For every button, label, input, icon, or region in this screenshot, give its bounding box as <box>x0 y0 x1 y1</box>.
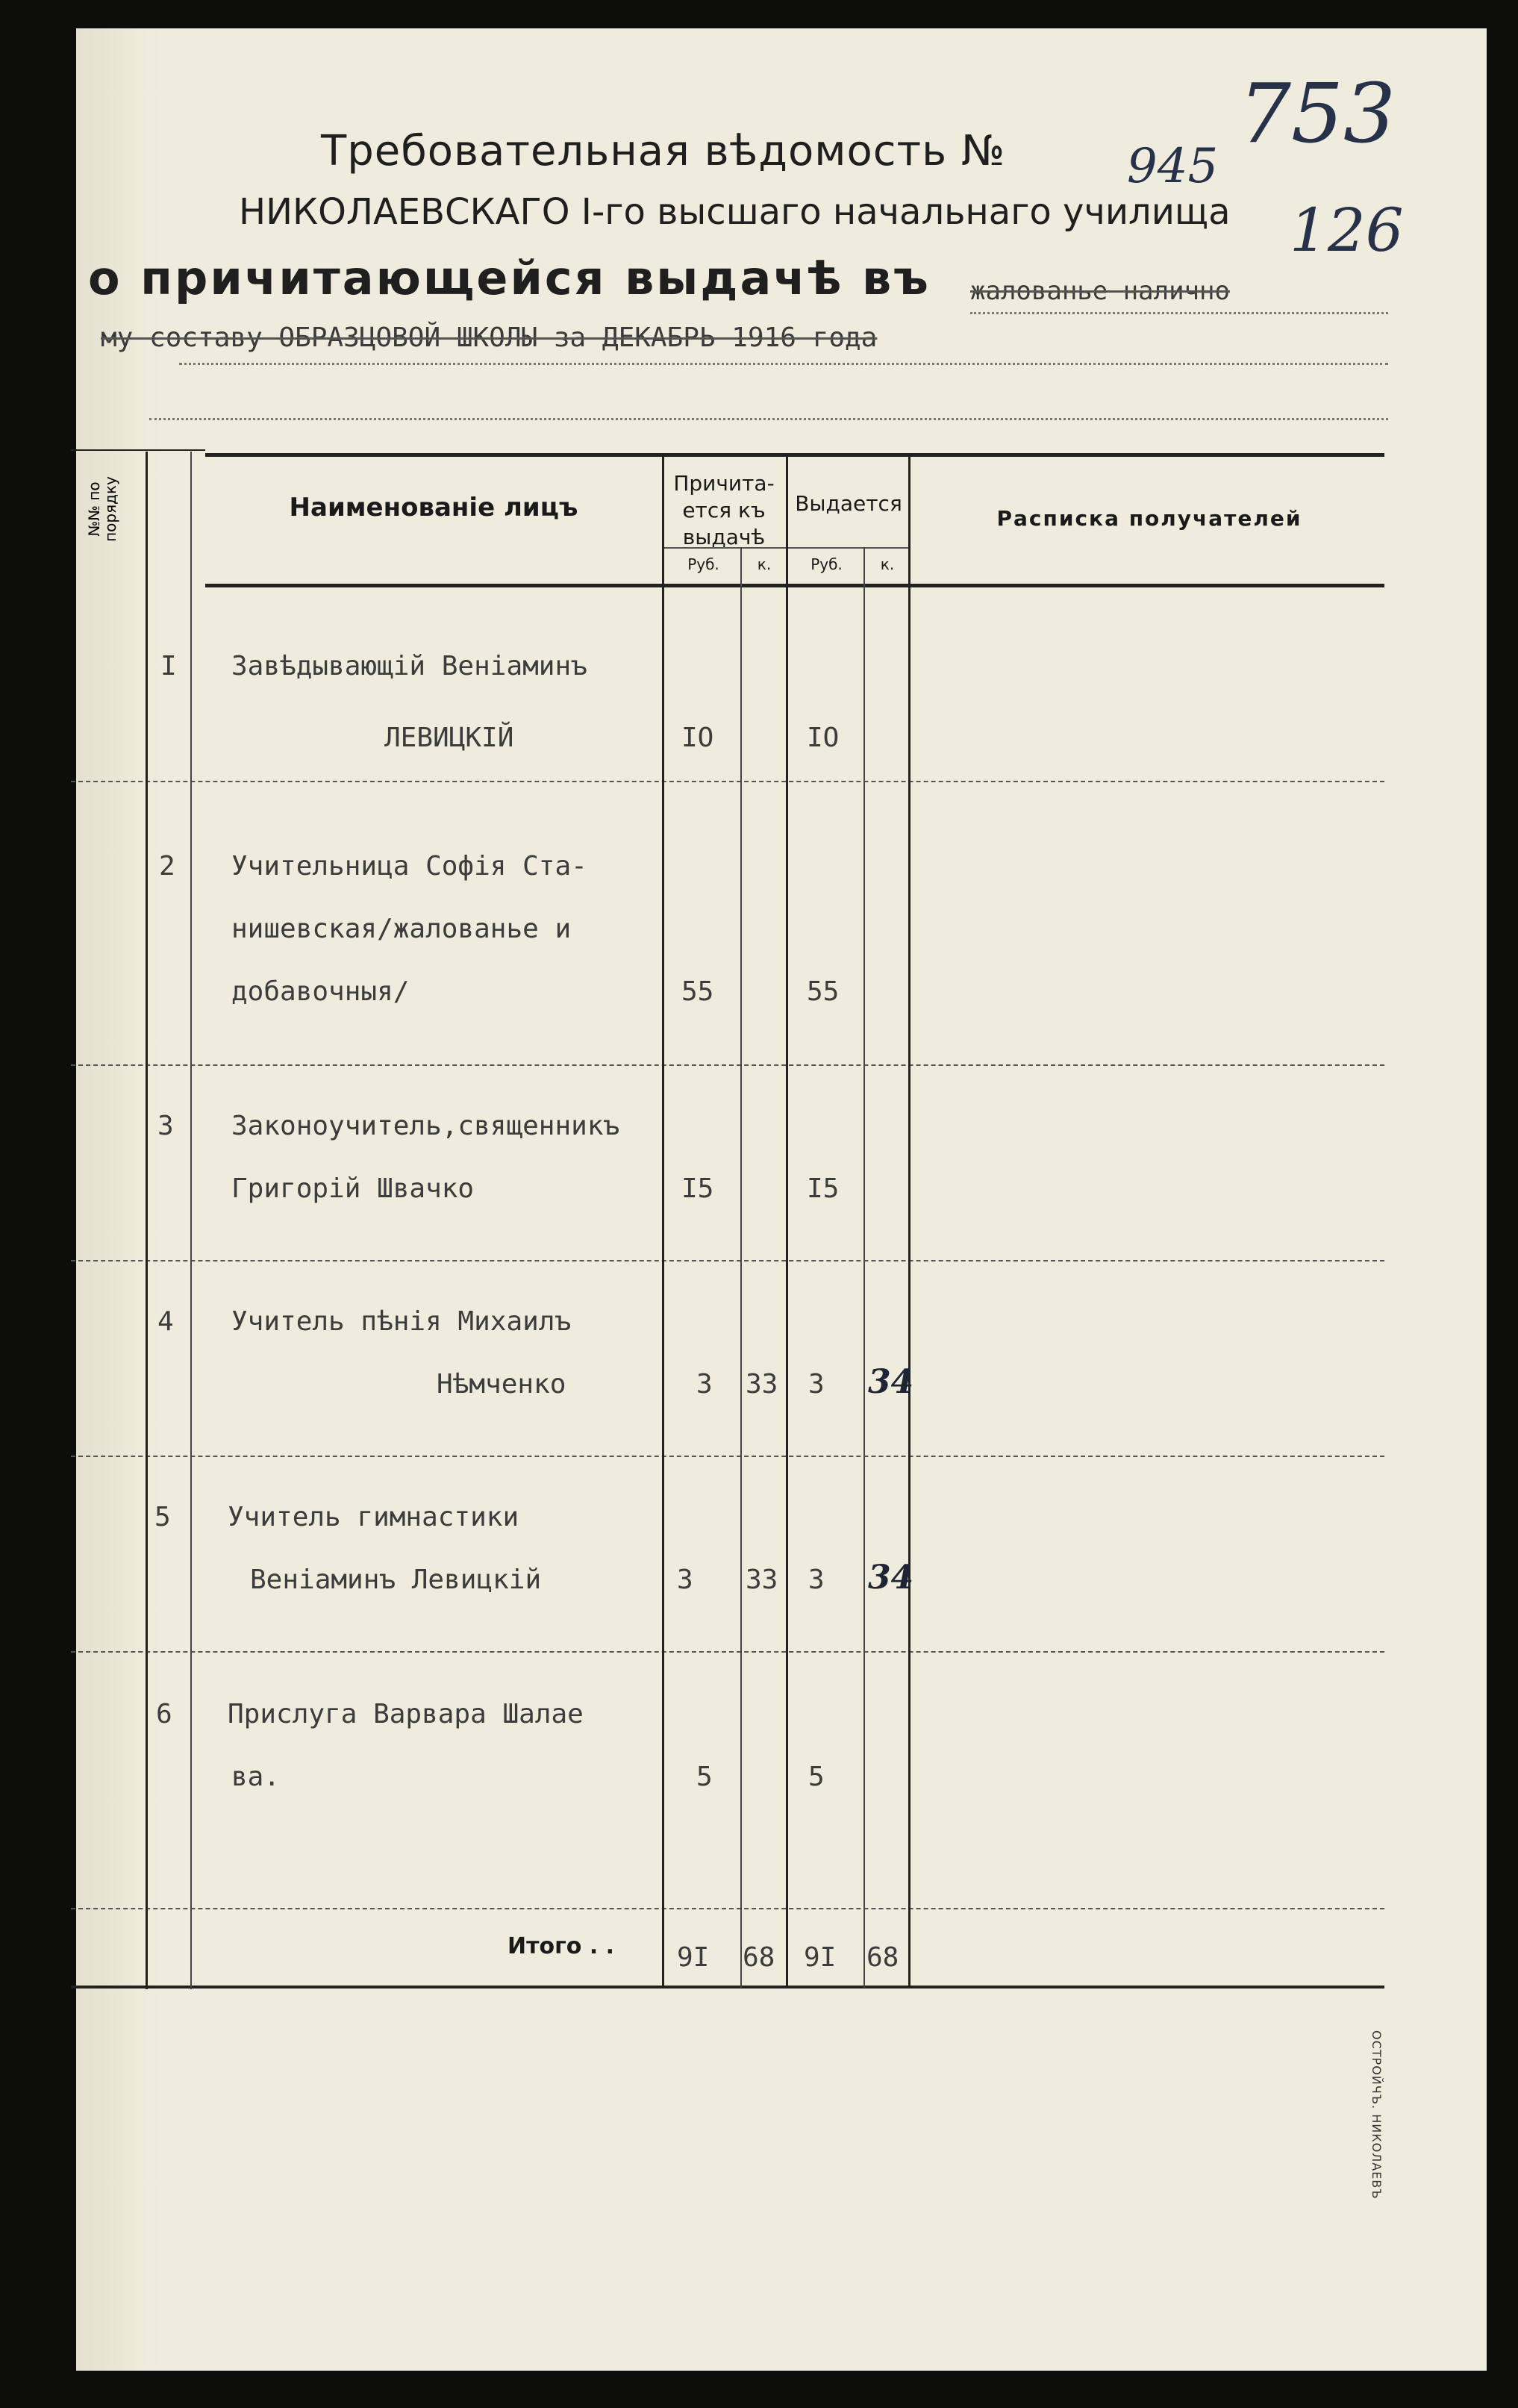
header-paid: Выдается <box>795 491 902 516</box>
total-paid-kop: 68 <box>866 1942 899 1973</box>
due-rub: IO <box>681 723 714 753</box>
person-name-line: Учитель пѣнія Михаилъ <box>231 1306 572 1337</box>
paid-kop-handwritten: 34 <box>868 1363 914 1401</box>
payment-table <box>71 418 1384 2008</box>
column-line <box>786 453 788 1987</box>
row-separator <box>71 1651 1384 1653</box>
row-number: 6 <box>156 1699 172 1729</box>
paid-rub: 55 <box>807 976 840 1007</box>
column-line <box>190 452 192 1989</box>
dotted-line <box>179 363 1388 365</box>
person-name-line: Прислуга Варвара Шалае <box>228 1699 584 1729</box>
row-number: 3 <box>157 1111 174 1141</box>
person-name-line: Учитель гимнастики <box>228 1502 519 1532</box>
typed-purpose-line: жалованье налично <box>970 276 1230 306</box>
due-rub: 55 <box>681 976 714 1007</box>
corner-number-handwritten: 753 <box>1239 66 1396 161</box>
printer-stamp: ОСТРОЙЧЪ. НИКОЛАЕВЪ <box>1369 2030 1384 2200</box>
column-line <box>740 547 742 1988</box>
row-number: I <box>160 651 177 681</box>
table-left-border <box>146 452 148 1989</box>
paid-kop-handwritten: 34 <box>868 1559 914 1597</box>
table-top-border <box>205 453 1384 457</box>
typed-period-line: му составу ОБРАЗЦОВОЙ ШКОЛЫ за ДЕКАБРЬ 1916 года <box>101 322 878 353</box>
person-name-line: Веніаминъ Левицкій <box>250 1565 542 1595</box>
subheader-kop: к. <box>757 555 772 573</box>
row-separator <box>71 1456 1384 1457</box>
document-subtitle: о причитающейся выдачѣ въ <box>88 251 931 305</box>
header-bottom-border <box>205 584 1384 587</box>
total-paid-rub: 9I <box>804 1942 837 1973</box>
header-row-number: №№ по порядку <box>85 476 119 542</box>
paid-rub: 3 <box>808 1369 825 1400</box>
person-name-line: Григорій Швачко <box>231 1173 475 1204</box>
due-rub: 5 <box>696 1762 713 1792</box>
row-number: 2 <box>159 851 175 882</box>
table-bottom-border <box>71 1986 1384 1989</box>
row-separator <box>71 1064 1384 1066</box>
due-rub: 3 <box>677 1565 693 1595</box>
paid-rub: IO <box>807 723 840 753</box>
column-line <box>908 453 911 1987</box>
row-number: 4 <box>157 1306 174 1337</box>
subheader-rub: Руб. <box>687 555 719 573</box>
corner-number-handwritten-2: 126 <box>1290 196 1404 265</box>
total-label: Итого . . <box>507 1933 615 1959</box>
column-line <box>662 453 664 1987</box>
total-due-kop: 68 <box>743 1942 775 1973</box>
row-separator <box>71 781 1384 782</box>
row-separator <box>71 1908 1384 1909</box>
subheader-kop: к. <box>880 555 895 573</box>
person-name-line: нишевская/жалованье и <box>231 914 572 944</box>
person-name-line: Учительница Софія Ста- <box>231 851 587 882</box>
row-separator <box>71 1260 1384 1261</box>
due-kop: 33 <box>746 1369 778 1400</box>
header-signature: Расписка получателей <box>996 506 1302 531</box>
subheader-rub: Руб. <box>810 555 843 573</box>
due-rub: I5 <box>681 1173 714 1204</box>
person-name-line: ва. <box>231 1762 281 1792</box>
row-number: 5 <box>154 1502 171 1532</box>
paid-rub: I5 <box>807 1173 840 1204</box>
document-title: Требовательная вѣдомость № <box>321 127 1006 175</box>
person-name-line: Завѣдывающій Веніаминъ <box>231 651 587 681</box>
person-name-line: добавочныя/ <box>231 976 410 1007</box>
due-kop: 33 <box>746 1565 778 1595</box>
column-line <box>863 547 865 1988</box>
paid-rub: 5 <box>808 1762 825 1792</box>
document-number-handwritten: 945 <box>1127 139 1219 194</box>
person-name-line: Законоучитель,священникъ <box>231 1111 620 1141</box>
paid-rub: 3 <box>808 1565 825 1595</box>
school-name: НИКОЛАЕВСКАГО І-го высшаго начальнаго училища <box>239 191 1231 233</box>
due-rub: 3 <box>696 1369 713 1400</box>
header-due: Причита-ется къ выдачѣ <box>673 471 775 549</box>
person-name-line: Нѣмченко <box>437 1369 566 1400</box>
person-name-line: ЛЕВИЦКІЙ <box>384 723 514 753</box>
dotted-line <box>970 312 1388 314</box>
total-due-rub: 9I <box>677 1942 710 1973</box>
table-line <box>71 449 205 451</box>
header-name: Наименованіе лицъ <box>289 493 578 523</box>
